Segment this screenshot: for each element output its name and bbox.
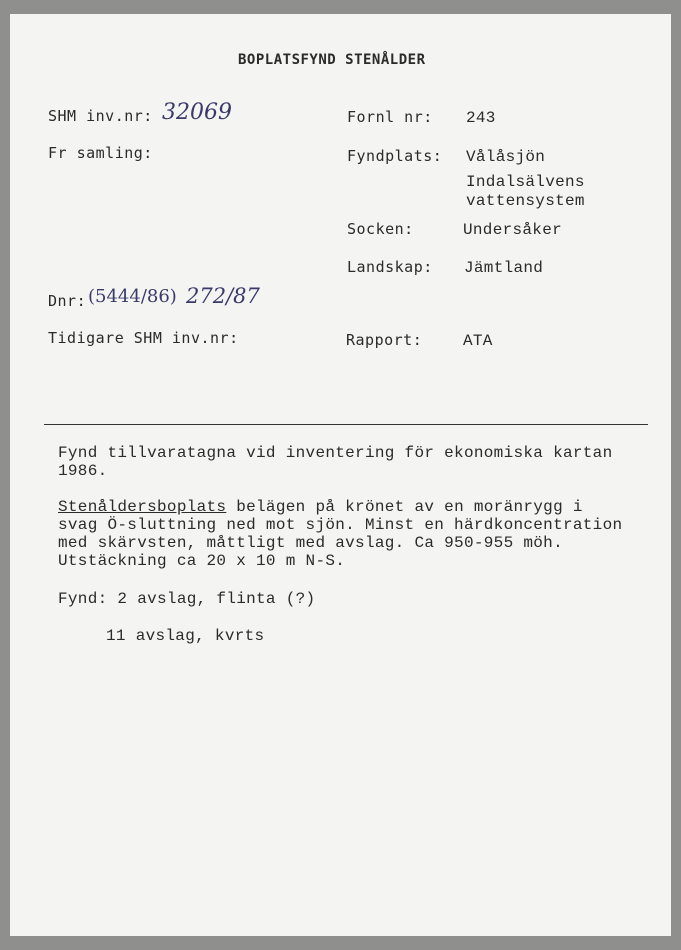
samling-label: Fr samling:: [48, 144, 153, 162]
body-p2-line2: svag Ö-sluttning ned mot sjön. Minst en härdkoncentration: [58, 516, 623, 534]
landskap-value: Jämtland: [464, 259, 544, 277]
rapport-label: Rapport:: [346, 331, 423, 349]
fyndplats-label: Fyndplats:: [347, 147, 443, 165]
tidigare-inv-label: Tidigare SHM inv.nr:: [48, 329, 239, 347]
body-p2-line4: Utstäckning ca 20 x 10 m N-S.: [58, 552, 346, 570]
fornl-value: 243: [466, 109, 496, 127]
dnr-value: (5444/86): [88, 286, 177, 307]
body-p2-line3: med skärvsten, måttligt med avslag. Ca 950-955 möh.: [58, 534, 563, 552]
fynd-line1: Fynd: 2 avslag, flinta (?): [58, 590, 316, 608]
card-title: BOPLATSFYND STENÅLDER: [238, 52, 426, 68]
body-p2-line1-rest: belägen på krönet av en moränrygg i: [226, 498, 583, 516]
socken-label: Socken:: [347, 220, 414, 238]
fyndplats-line3: vattensystem: [466, 192, 585, 210]
fyndplats-line2: Indalsälvens: [466, 173, 585, 191]
landskap-label: Landskap:: [347, 258, 433, 276]
divider-line: [44, 424, 648, 425]
body-p1-line2: 1986.: [58, 462, 108, 480]
dnr-handwritten: 272/87: [186, 284, 260, 308]
boplats-underlined: Stenåldersboplats: [58, 498, 227, 516]
socken-value: Undersåker: [463, 221, 563, 239]
inv-nr-value: 32069: [162, 100, 232, 125]
catalog-card: [10, 14, 671, 936]
inv-nr-label: SHM inv.nr:: [48, 107, 153, 125]
body-p1-line1: Fynd tillvaratagna vid inventering för ekonomiska kartan: [58, 444, 613, 462]
dnr-label: Dnr:: [48, 292, 87, 310]
fynd-line2: 11 avslag, kvrts: [106, 627, 265, 645]
fornl-label: Fornl nr:: [347, 108, 433, 126]
rapport-value: ATA: [463, 332, 493, 350]
body-p2-line1: [58, 498, 583, 516]
fyndplats-value: Vålåsjön: [466, 148, 546, 166]
